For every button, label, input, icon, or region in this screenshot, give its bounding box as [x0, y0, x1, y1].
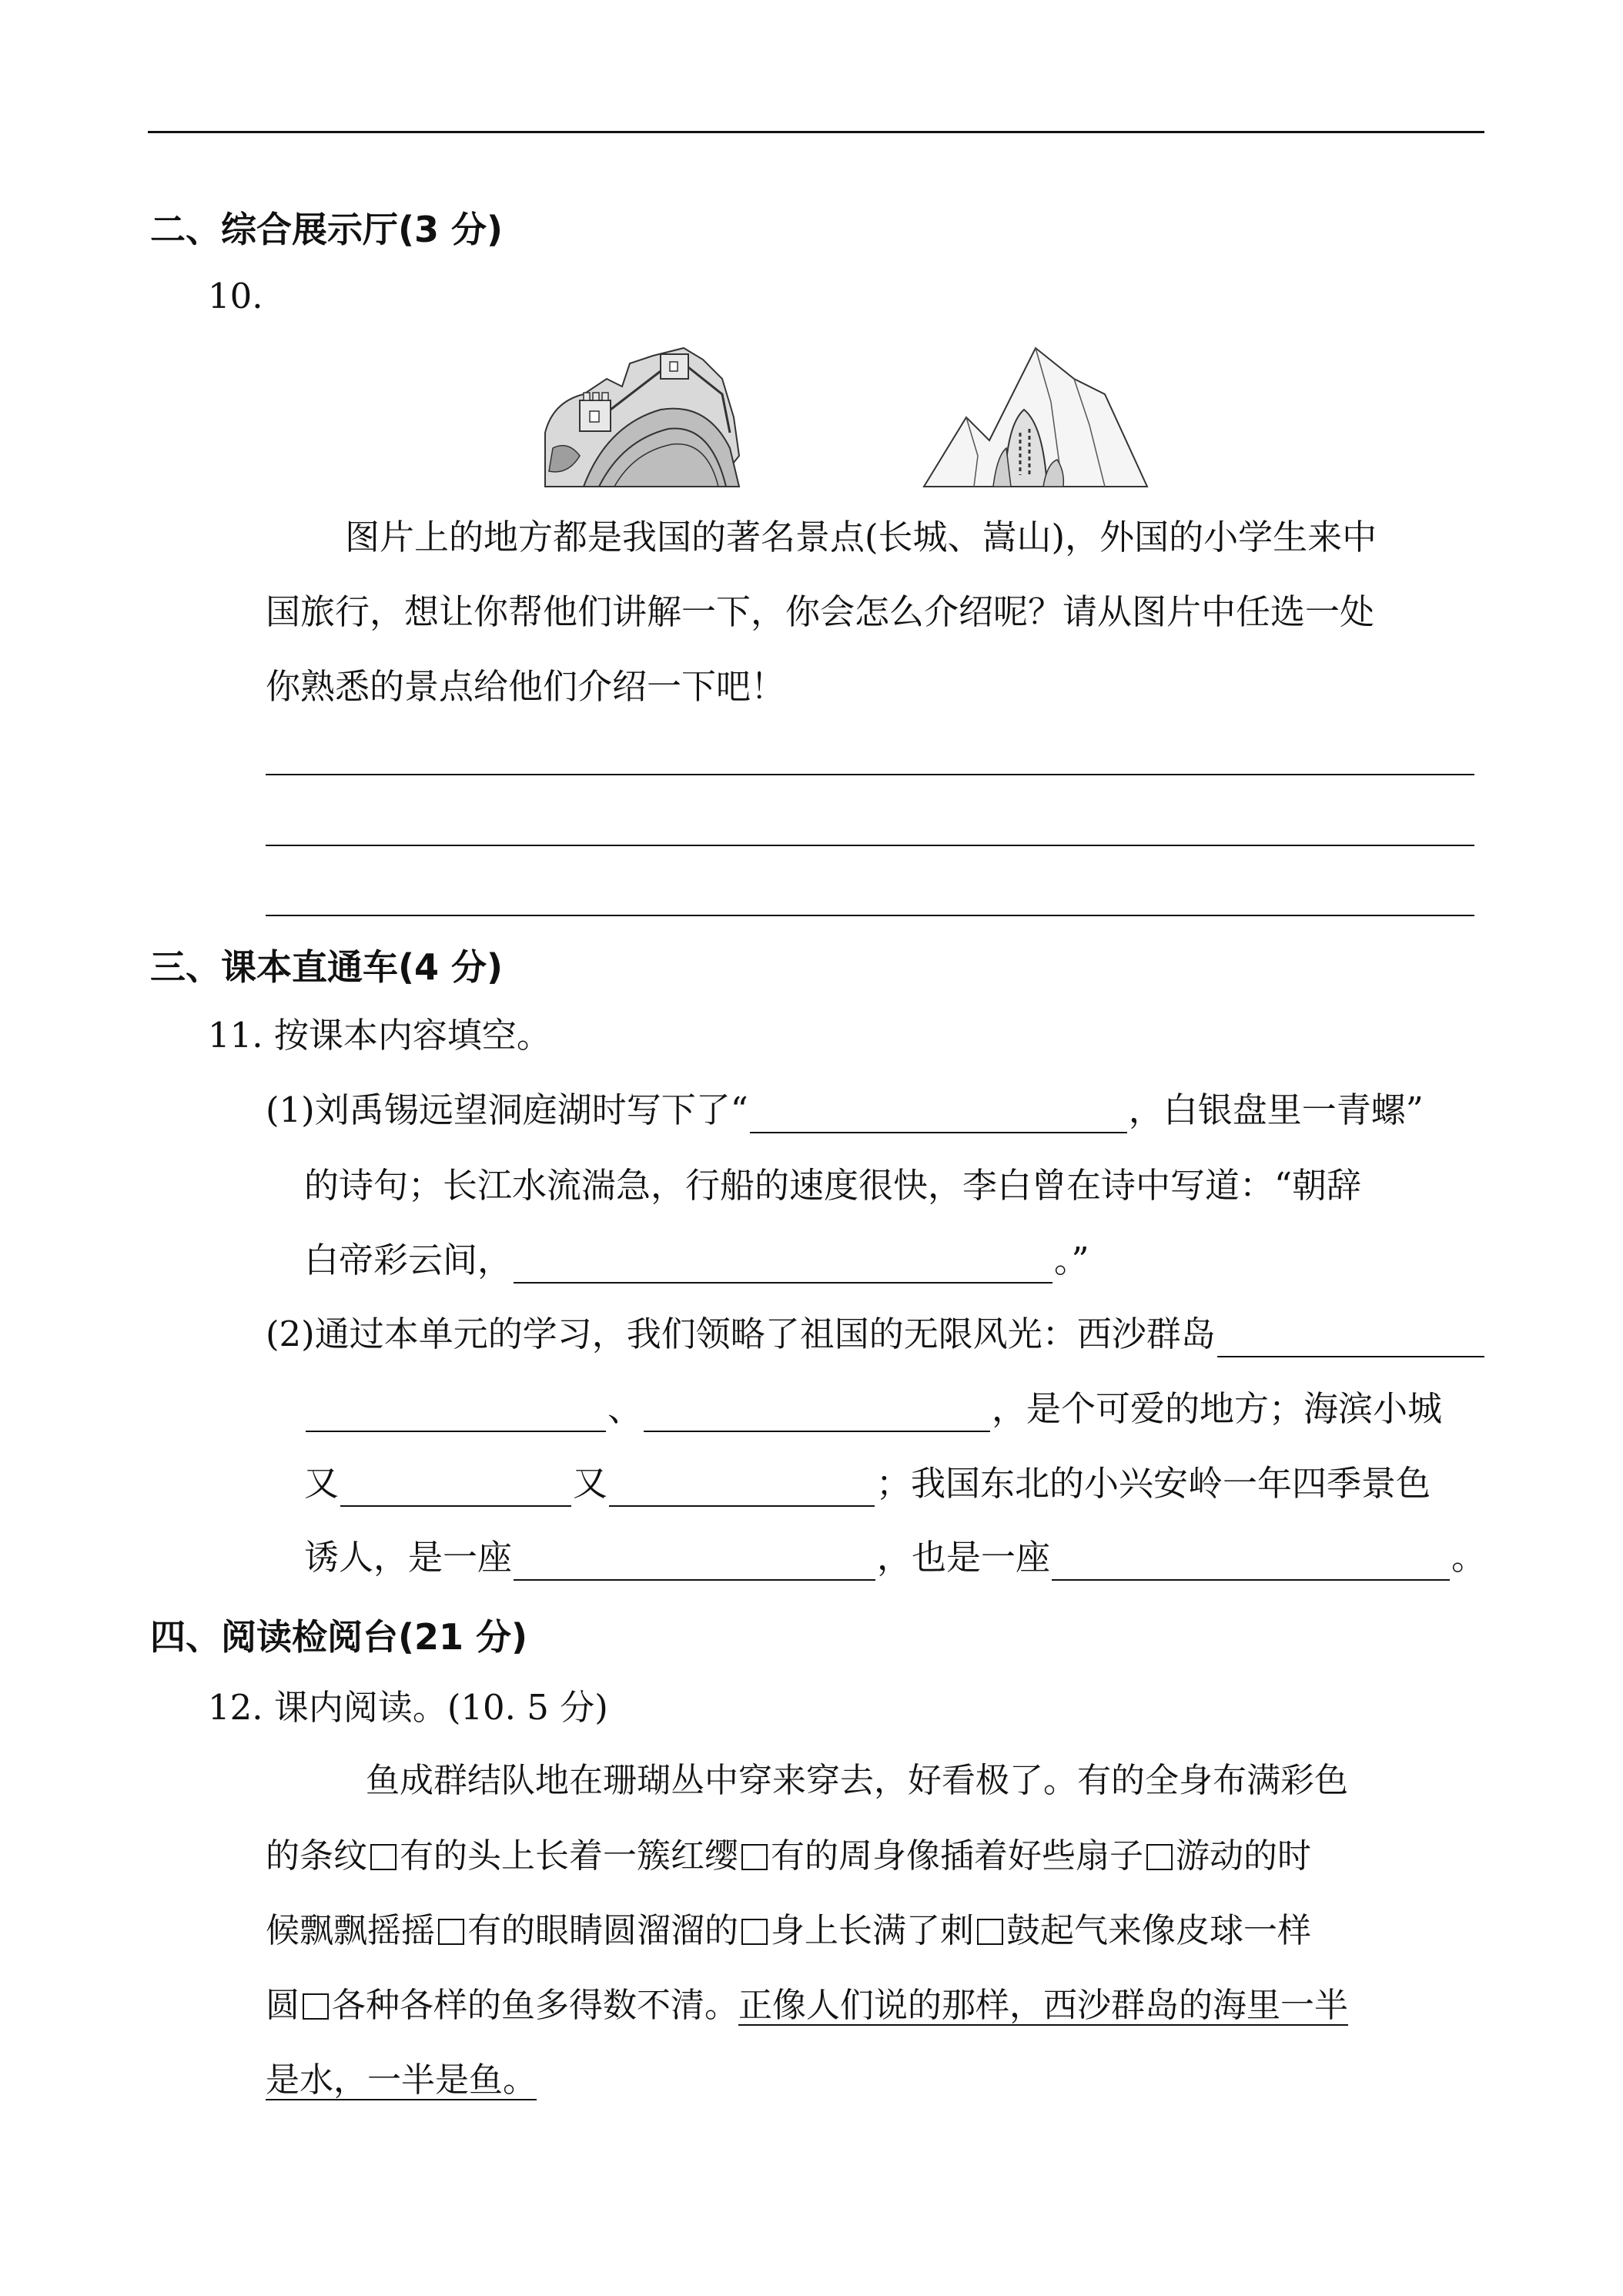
q11-p2-text-c: ，是个可爱的地方；海滨小城	[992, 1388, 1443, 1429]
reading-text: 各种各样的鱼多得数不清。	[332, 1986, 738, 2025]
blank-3[interactable]	[1217, 1322, 1484, 1357]
blank-5[interactable]	[644, 1397, 990, 1432]
blank-8[interactable]	[514, 1545, 875, 1581]
q11-p2-text-g: 诱人，是一座	[304, 1537, 513, 1578]
punctuation-box[interactable]	[438, 1919, 464, 1945]
q11-p2-line4	[304, 1535, 1486, 1581]
answer-line-2[interactable]	[266, 845, 1474, 846]
punctuation-box[interactable]	[741, 1919, 768, 1945]
punctuation-box[interactable]	[1146, 1844, 1173, 1870]
q11-p2-line1	[266, 1311, 1486, 1357]
q11-p1-text-d: 。”	[1054, 1240, 1089, 1280]
answer-line-1[interactable]	[266, 774, 1474, 775]
reading-line2	[266, 1833, 1311, 1879]
punctuation-box[interactable]	[303, 1993, 329, 2020]
question-12-title: 12. 课内阅读。(10. 5 分)	[208, 1687, 608, 1728]
punctuation-box[interactable]	[370, 1844, 397, 1870]
blank-6[interactable]	[340, 1471, 571, 1507]
reading-text: 的条纹	[266, 1836, 367, 1876]
q11-p2-text-i: 。	[1451, 1537, 1486, 1578]
question-11-title: 11. 按课本内容填空。	[208, 1015, 551, 1056]
underlined-sentence-end: 是水，一半是鱼。	[266, 2060, 537, 2100]
q11-p2-text-a: (2)通过本单元的学习，我们领略了祖国的无限风光：西沙群岛	[266, 1314, 1216, 1354]
q11-p2-line3	[304, 1461, 1486, 1507]
underlined-sentence: 正像人们说的那样，西沙群岛的海里一半	[738, 1986, 1348, 2025]
punctuation-box[interactable]	[741, 1844, 768, 1870]
answer-line-3[interactable]	[266, 915, 1474, 916]
q11-p1-line3	[304, 1237, 1089, 1284]
reading-text: 有的周身像插着好些扇子	[771, 1836, 1143, 1876]
reading-line4	[266, 1983, 1348, 2029]
reading-line1: 鱼成群结队地在珊瑚丛中穿来穿去，好看极了。有的全身布满彩色	[366, 1761, 1348, 1800]
blank-2[interactable]	[514, 1248, 1052, 1284]
q11-p1-text-c: 白帝彩云间，	[304, 1240, 513, 1280]
reading-text: 候飘飘摇摇	[266, 1911, 435, 1950]
q10-text-line1: 图片上的地方都是我国的著名景点(长城、嵩山)，外国的小学生来中	[345, 517, 1377, 557]
q11-p2-text-b: 、	[607, 1388, 643, 1429]
q10-text-line2: 国旅行，想让你帮他们讲解一下，你会怎么介绍呢？请从图片中任选一处	[266, 591, 1375, 632]
question-10-number: 10.	[208, 276, 263, 316]
blank-4[interactable]	[306, 1397, 606, 1432]
reading-text: 鼓起气来像皮球一样	[1006, 1911, 1311, 1950]
q11-p2-text-f: ；我国东北的小兴安岭一年四季景色	[876, 1463, 1431, 1504]
reading-line3	[266, 1908, 1311, 1954]
reading-text: 圆	[266, 1986, 300, 2025]
reading-text: 游动的时	[1176, 1836, 1311, 1876]
great-wall-icon	[537, 333, 745, 494]
q11-p2-text-h: ，也是一座	[877, 1537, 1051, 1578]
q11-p2-text-d: 又	[304, 1463, 340, 1504]
section3-title: 三、课本直通车(4 分)	[150, 946, 504, 988]
blank-9[interactable]	[1052, 1545, 1450, 1581]
section2-title: 二、综合展示厅(3 分)	[150, 209, 504, 250]
section4-title: 四、阅读检阅台(21 分)	[150, 1616, 528, 1658]
reading-line5	[266, 2057, 537, 2104]
q11-p1-text-b: ，白银盘里一青螺”	[1128, 1089, 1424, 1130]
great-wall-image	[537, 333, 745, 494]
punctuation-box[interactable]	[977, 1919, 1003, 1945]
q11-p1-line1	[266, 1087, 1486, 1133]
mountain-icon	[920, 333, 1151, 494]
blank-1[interactable]	[750, 1098, 1127, 1133]
reading-text: 有的头上长着一簇红缨	[400, 1836, 738, 1876]
reading-text: 身上长满了刺	[771, 1911, 974, 1950]
songshan-image	[920, 333, 1151, 494]
q10-text-line3: 你熟悉的景点给他们介绍一下吧！	[266, 666, 786, 707]
reading-text: 有的眼睛圆溜溜的	[467, 1911, 738, 1950]
q11-p2-line2	[304, 1386, 1486, 1432]
q11-p1-line2: 的诗句；长江水流湍急，行船的速度很快，李白曾在诗中写道：“朝辞	[304, 1165, 1362, 1206]
blank-7[interactable]	[609, 1471, 875, 1507]
q11-p1-text-a: (1)刘禹锡远望洞庭湖时写下了“	[266, 1089, 748, 1130]
q11-p2-text-e: 又	[573, 1463, 608, 1504]
top-rule	[148, 131, 1484, 133]
